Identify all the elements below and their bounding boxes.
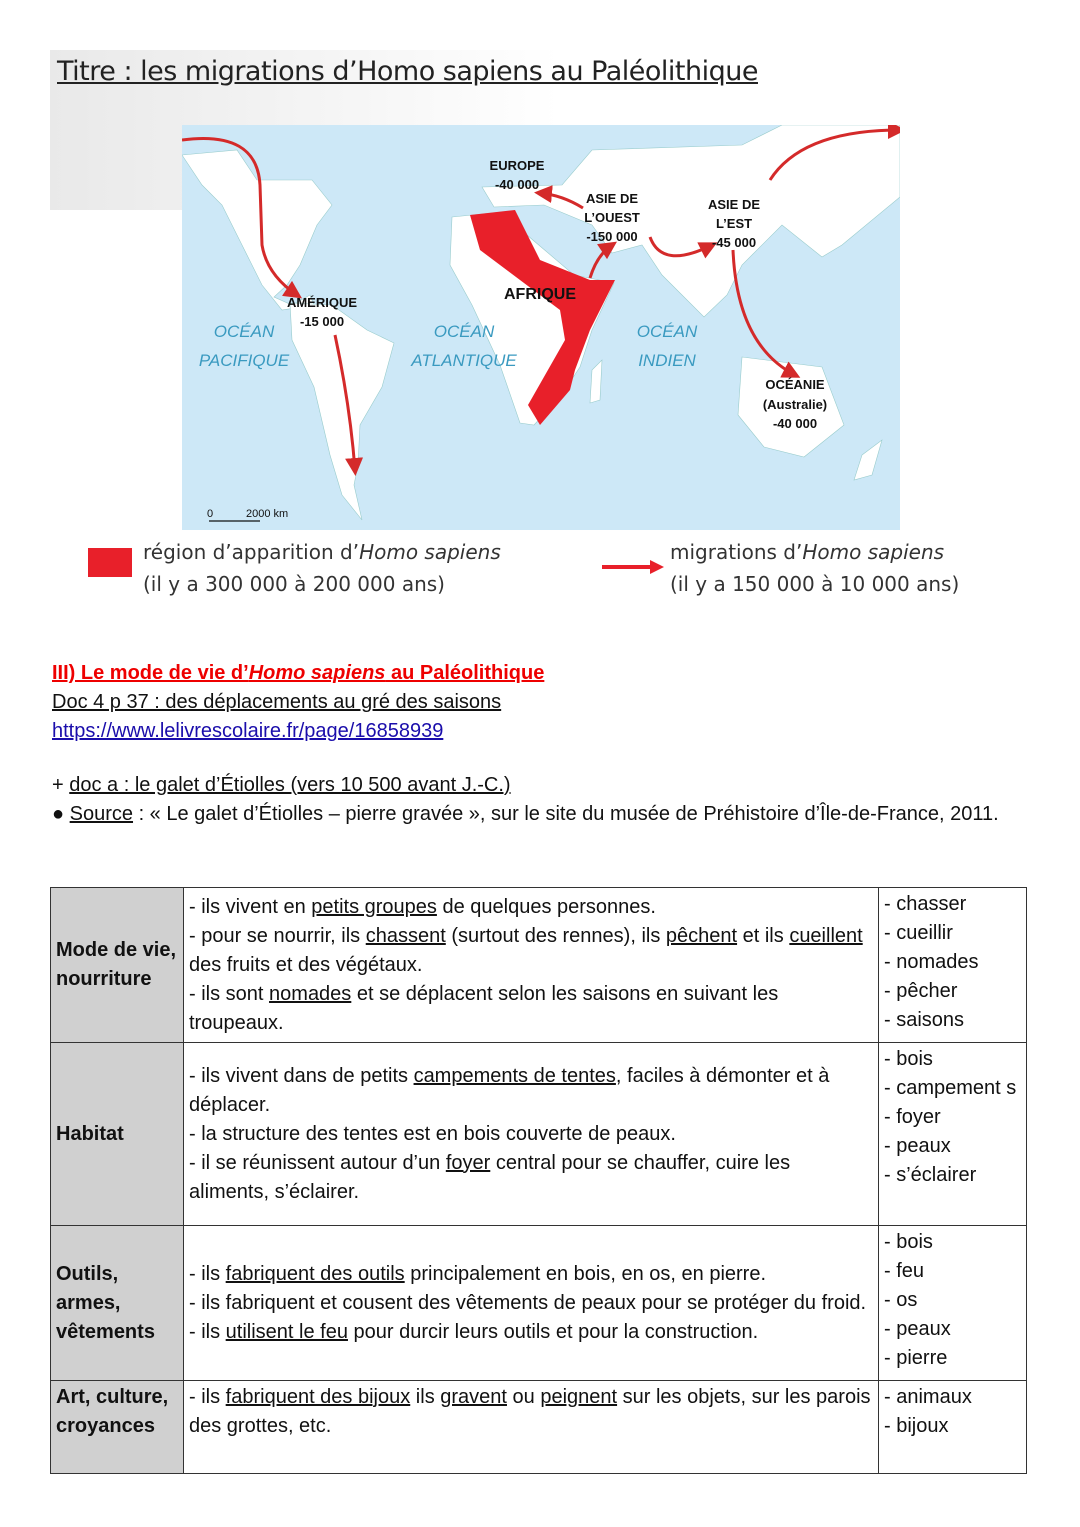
page-title: Titre : les migrations d’Homo sapiens au Paléolithique bbox=[57, 56, 758, 87]
doc-reference: Doc 4 p 37 : des déplacements au gré des saisons bbox=[52, 691, 502, 713]
textbook-link[interactable]: https://www.lelivrescolaire.fr/page/16858939 bbox=[52, 720, 444, 742]
text-segment: , faciles à démonter et à déplacer. bbox=[189, 1064, 830, 1116]
text-segment: sur les objets, sur les parois des grottes, etc. bbox=[189, 1386, 871, 1437]
section-heading bbox=[52, 659, 544, 688]
underlined-term: chassent bbox=[365, 924, 446, 947]
source-label: Source bbox=[69, 803, 134, 825]
content-line bbox=[189, 1289, 873, 1318]
keyword: - foyer bbox=[884, 1106, 941, 1128]
scale-zero: 0 bbox=[207, 508, 214, 520]
label-atlantic: OCÉAN bbox=[433, 322, 495, 341]
label-oceania-2: (Australie) bbox=[762, 397, 828, 412]
keyword: - os bbox=[884, 1289, 918, 1311]
label-west-asia: ASIE DE bbox=[585, 191, 639, 206]
keyword: - saisons bbox=[884, 1009, 965, 1031]
text-segment: de quelques personnes. bbox=[436, 895, 656, 918]
doc-a-line bbox=[52, 771, 511, 800]
content-line bbox=[189, 1383, 873, 1441]
label-pacific: OCÉAN bbox=[213, 322, 275, 341]
row-header: Mode de vie, nourriture bbox=[51, 888, 184, 1043]
label-indian-2: INDIEN bbox=[638, 351, 696, 370]
underlined-term: fabriquent des bijoux bbox=[225, 1386, 411, 1408]
text-segment: ils bbox=[410, 1386, 441, 1408]
keyword: - peaux bbox=[884, 1318, 951, 1340]
text-segment: - ils fabriquent et cousent des vêtements de peaux pour se protéger du froid. bbox=[189, 1291, 867, 1314]
row-content bbox=[184, 1043, 879, 1226]
keyword: - peaux bbox=[884, 1135, 951, 1157]
source-text: : « Le galet d’Étiolles – pierre gravée », sur le site du musée de Préhistoire d’Île-de-France, 2011. bbox=[133, 803, 999, 825]
underlined-term: foyer bbox=[445, 1151, 491, 1174]
keywords-cell bbox=[879, 1043, 1027, 1226]
underlined-term: gravent bbox=[440, 1386, 507, 1408]
keywords-cell bbox=[879, 888, 1027, 1043]
content-line bbox=[189, 893, 873, 922]
doc-a: doc a : le galet d’Étiolles (vers 10 500 avant J.-C.) bbox=[69, 774, 511, 796]
label-oceania: OCÉANIE bbox=[765, 377, 825, 392]
keywords-cell bbox=[879, 1381, 1027, 1474]
text-segment: - ils vivent en bbox=[189, 895, 312, 918]
underlined-term: fabriquent des outils bbox=[225, 1262, 405, 1285]
text-segment: - ils bbox=[189, 1386, 226, 1408]
legend-text: migrations d’ bbox=[670, 540, 803, 564]
label-oceania-date: -40 000 bbox=[772, 416, 818, 431]
table-row bbox=[51, 1043, 1027, 1226]
bullet-icon: ● bbox=[52, 803, 70, 825]
label-atlantic-2: ATLANTIQUE bbox=[411, 351, 517, 370]
content-line bbox=[189, 980, 873, 1038]
keyword: - cueillir bbox=[884, 922, 953, 944]
keyword: - bois bbox=[884, 1048, 933, 1070]
text-segment: - pour se nourrir, ils bbox=[189, 924, 366, 947]
label-america: AMÉRIQUE bbox=[286, 295, 358, 310]
legend-origin bbox=[143, 536, 501, 600]
text-segment: - ils bbox=[189, 1262, 226, 1285]
content-line bbox=[189, 1120, 873, 1149]
text-segment: des fruits et des végétaux. bbox=[189, 953, 423, 976]
text-segment: - ils sont bbox=[189, 982, 270, 1005]
label-pacific-2: PACIFIQUE bbox=[198, 351, 290, 370]
underlined-term: pêchent bbox=[665, 924, 738, 947]
label-africa: AFRIQUE bbox=[504, 286, 576, 303]
legend-migration bbox=[670, 536, 959, 600]
legend-text-em: Homo sapiens bbox=[359, 540, 501, 564]
table-row bbox=[51, 1226, 1027, 1381]
label-indian: OCÉAN bbox=[636, 322, 698, 341]
label-europe: EUROPE bbox=[489, 158, 545, 173]
text-segment: - ils vivent dans de petits bbox=[189, 1064, 414, 1087]
label-west-asia-2: L’OUEST bbox=[584, 210, 640, 225]
legend-arrow-icon bbox=[600, 557, 666, 577]
label-west-asia-date: -150 000 bbox=[586, 229, 638, 244]
text-segment: et ils bbox=[737, 924, 790, 947]
legend-text-2: (il y a 300 000 à 200 000 ans) bbox=[143, 572, 445, 596]
keyword: - bois bbox=[884, 1231, 933, 1253]
label-east-asia: ASIE DE bbox=[707, 197, 761, 212]
legend-origin-swatch bbox=[88, 548, 132, 577]
row-content bbox=[184, 1381, 879, 1474]
scale-distance: 2000 km bbox=[246, 508, 289, 520]
underlined-term: nomades bbox=[269, 982, 352, 1005]
keyword: - chasser bbox=[884, 893, 967, 915]
legend-text-em: Homo sapiens bbox=[802, 540, 945, 564]
content-line bbox=[189, 1149, 873, 1207]
world-map bbox=[182, 125, 900, 530]
keyword: - pierre bbox=[884, 1347, 948, 1369]
legend-text: région d’apparition d’ bbox=[143, 540, 360, 564]
keyword: - campement s bbox=[884, 1077, 1017, 1099]
text-segment: principalement en bois, en os, en pierre. bbox=[404, 1262, 767, 1285]
text-segment: - la structure des tentes est en bois couverte de peaux. bbox=[189, 1122, 676, 1145]
plus-prefix: + bbox=[52, 774, 70, 796]
text-segment: - il se réunissent autour d’un bbox=[189, 1151, 446, 1174]
table-row bbox=[51, 1381, 1027, 1474]
underlined-term: cueillent bbox=[789, 924, 863, 947]
keyword: - feu bbox=[884, 1260, 925, 1282]
text-segment: central pour se chauffer, cuire les aliments, s’éclairer. bbox=[189, 1151, 791, 1203]
row-header: Outils, armes, vêtements bbox=[51, 1226, 184, 1381]
row-header: Habitat bbox=[51, 1043, 184, 1226]
label-east-asia-date: -45 000 bbox=[711, 235, 757, 250]
heading-part-2: au Paléolithique bbox=[385, 662, 545, 684]
label-east-asia-2: L’EST bbox=[715, 216, 753, 231]
keyword: - animaux bbox=[884, 1386, 972, 1408]
legend-text-2: (il y a 150 000 à 10 000 ans) bbox=[670, 572, 960, 596]
keyword: - s’éclairer bbox=[884, 1164, 977, 1186]
lifestyle-table bbox=[50, 887, 1027, 1474]
content-line bbox=[189, 1260, 873, 1289]
source-line bbox=[52, 800, 1032, 829]
text-segment: et se déplacent selon les saisons en suivant les troupeaux. bbox=[189, 982, 779, 1034]
keyword: - pêcher bbox=[884, 980, 958, 1002]
underlined-term: campements de tentes bbox=[413, 1064, 616, 1087]
text-segment: pour durcir leurs outils et pour la construction. bbox=[347, 1320, 759, 1343]
row-header: Art, culture, croyances bbox=[51, 1381, 184, 1474]
underlined-term: peignent bbox=[540, 1386, 618, 1408]
underlined-term: utilisent le feu bbox=[225, 1320, 348, 1343]
keywords-cell bbox=[879, 1226, 1027, 1381]
row-content bbox=[184, 1226, 879, 1381]
label-america-date: -15 000 bbox=[299, 314, 345, 329]
label-europe-date: -40 000 bbox=[494, 177, 540, 192]
keyword: - bijoux bbox=[884, 1415, 949, 1437]
text-segment: ou bbox=[506, 1386, 541, 1408]
content-line bbox=[189, 1062, 873, 1120]
text-segment: - ils bbox=[189, 1320, 226, 1343]
row-content bbox=[184, 888, 879, 1043]
table-row bbox=[51, 888, 1027, 1043]
text-segment: (surtout des rennes), ils bbox=[445, 924, 666, 947]
heading-part: III) Le mode de vie d’ bbox=[52, 662, 249, 684]
content-line bbox=[189, 1318, 873, 1347]
content-line bbox=[189, 922, 873, 980]
keyword: - nomades bbox=[884, 951, 979, 973]
heading-em: Homo sapiens bbox=[248, 662, 386, 684]
underlined-term: petits groupes bbox=[311, 895, 437, 918]
